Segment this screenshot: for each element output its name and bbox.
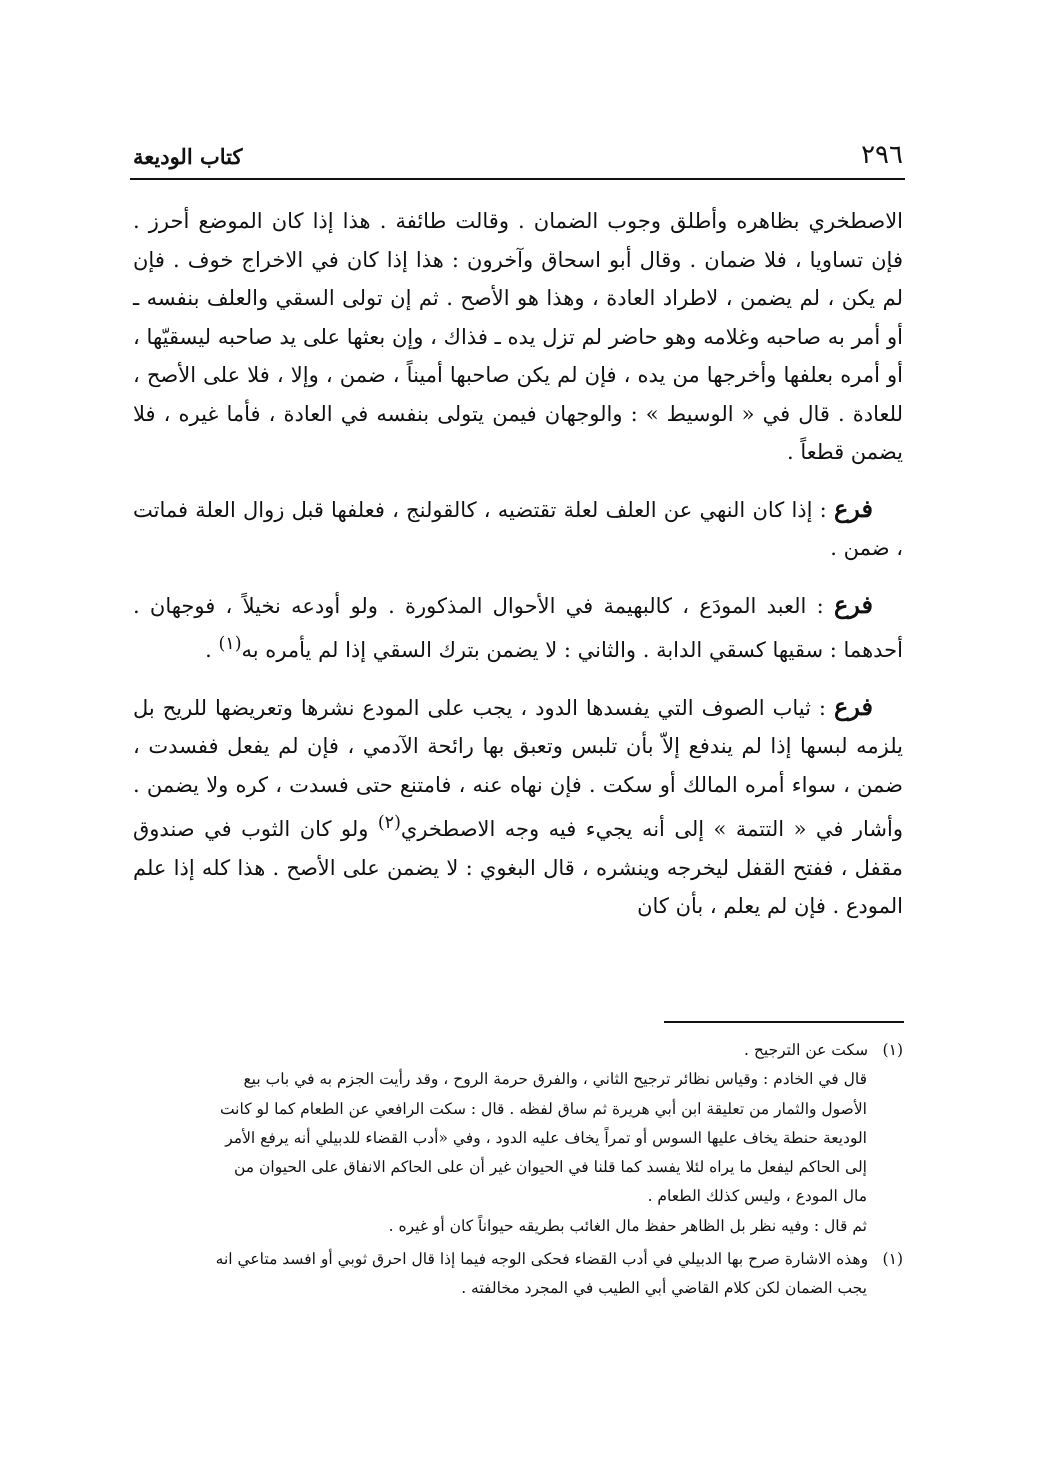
footnote-2-line-2: يجب الضمان لكن كلام القاضي أبي الطيب في المجرد مخالفته . — [461, 1279, 867, 1298]
running-title: كتاب الوديعة — [133, 144, 243, 169]
footnote-1-text: سكت عن الترجيح . — [744, 1041, 869, 1059]
paragraph-4-label: فرع — [833, 691, 873, 721]
page-number: ٢٩٦ — [861, 140, 903, 170]
footnote-2-number: (١) — [882, 1250, 903, 1269]
footnote-2-line-1 — [133, 1245, 903, 1274]
paragraph-1 — [133, 202, 903, 472]
footnote-1-line-7: ثم قال : وفيه نظر بل الظاهر حفظ مال الغائب بطريقه حيواناً كان أو غيره . — [388, 1216, 867, 1235]
paragraph-4-text-a: : ثياب الصوف التي يفسدها الدود ، يجب على المودع نشرها وتعريضها للريح بل يلزمه لبسها إذا لم يندفع إلاّ بأن تلبس وتعبق بها رائحة الآدمي ، فإن لم يفعل ففسدت ، ضمن ، سواء أمره المالك أو سكت . فإن نهاه عنه ، فامتنع حتى فسدت ، كره ولا يضمن . وأشار في « التتمة » إلى أنه يجيء فيه وجه الاصطخري — [133, 695, 903, 841]
paragraph-4 — [133, 688, 903, 926]
header-divider — [130, 178, 905, 180]
footnote-1-line-6: مال المودع ، وليس كذلك الطعام . — [647, 1187, 867, 1206]
paragraph-3 — [133, 586, 903, 670]
paragraph-3-end: . — [205, 638, 219, 662]
page-header — [133, 138, 903, 178]
paragraph-3-label: فرع — [833, 589, 873, 619]
footnotes — [133, 1036, 903, 1304]
footnote-1-line-2: قال في الخادم : وقياس نظائر ترجيح الثاني ، والفرق حرمة الروح ، وقد رأيت الجزم به في باب بيع — [243, 1070, 867, 1089]
paragraph-4-text-b: ولو كان الثوب في صندوق مقفل ، ففتح القفل ليخرجه وينشره ، قال البغوي : لا يضمن على الأصح . هذا كله إذا علم المودع . فإن لم يعلم ، بأن كان — [133, 817, 903, 918]
footnote-ref-1: (١) — [218, 634, 242, 654]
footnote-1-line-5: إلى الحاكم ليفعل ما يراه لئلا يفسد كما قلنا في الحيوان غير أن على الحاكم الانفاق على الحيوان من — [233, 1158, 867, 1177]
main-text — [133, 202, 903, 926]
footnote-2-text: وهذه الاشارة صرح بها الدبيلي في أدب القضاء فحكى الوجه فيما إذا قال احرق ثوبي أو افسد متاعي انه — [215, 1250, 869, 1269]
paragraph-2-label: فرع — [833, 493, 873, 523]
paragraph-1-text: الاصطخري بظاهره وأطلق وجوب الضمان . وقالت طائفة . هذا إذا كان الموضع أحرز . فإن تساويا ، فلا ضمان . وقال أبو اسحاق وآخرون : هذا إذا كان في الاخراج خوف . فإن لم يكن ، لم يضمن ، لاطراد العادة ، وهذا هو الأصح . ثم إن تولى السقي والعلف بنفسه ـ أو أمر به صاحبه وغلامه وهو حاضر لم تزل يده ـ فذاك ، وإن بعثها على يد صاحبه ليسقيّها ، أو أمره بعلفها وأخرجها من يده ، فإن لم يكن صاحبها أميناً ، ضمن ، وإلا ، فلا على الأصح ، للعادة . قال في « الوسيط » : والوجهان فيمن يتولى بنفسه في العادة ، فأما غيره ، فلا يضمن قطعاً . — [133, 209, 903, 464]
footnote-divider — [664, 1021, 904, 1023]
footnote-1-line-1 — [133, 1036, 903, 1065]
footnote-1-line-4: الوديعة حنطة يخاف عليها السوس أو تمراً يخاف عليه الدود ، وفي «أدب القضاء للدبيلي أنه يرفع الأمر — [225, 1128, 867, 1147]
footnote-1-line-3: الأصول والثمار من تعليقة ابن أبي هريرة ثم ساق لفظه . قال : سكت الرافعي عن الطعام كما لو كانت — [219, 1099, 867, 1118]
paragraph-3-text: : العبد المودَع ، كالبهيمة في الأحوال المذكورة . ولو أودعه نخيلاً ، فوجهان . أحدهما : سقيها كسقي الدابة . والثاني : لا يضمن بترك السقي إذا لم يأمره به — [133, 593, 903, 662]
footnote-ref-2: (٢) — [377, 813, 401, 833]
paragraph-2-text: : إذا كان النهي عن العلف لعلة تقتضيه ، كالقولنج ، فعلفها قبل زوال العلة فماتت ، ضمن . — [133, 497, 903, 560]
paragraph-2 — [133, 490, 903, 568]
footnote-1-number: (١) — [882, 1041, 903, 1059]
